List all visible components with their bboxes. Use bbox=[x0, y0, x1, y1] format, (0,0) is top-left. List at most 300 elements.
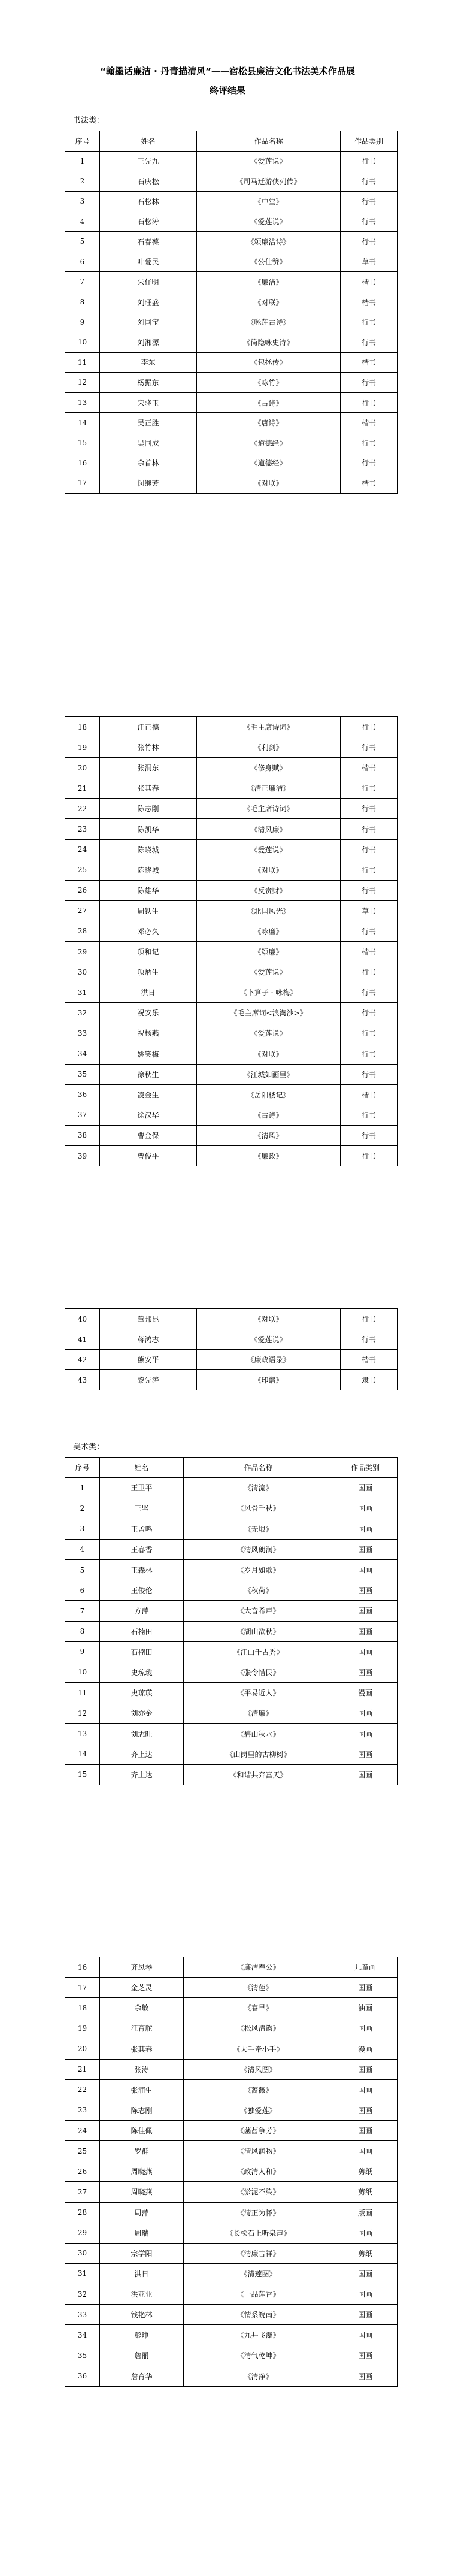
table-row bbox=[65, 191, 398, 211]
cell-work-title: 《印谱》 bbox=[197, 1370, 341, 1390]
art-table-part-1 bbox=[65, 1457, 398, 1785]
table-row bbox=[65, 2223, 398, 2243]
table-row bbox=[65, 1641, 398, 1662]
cell-name: 张洞东 bbox=[100, 758, 197, 778]
table-row bbox=[65, 1957, 398, 1978]
cell-name: 张涛 bbox=[100, 2059, 184, 2079]
cell-number: 35 bbox=[65, 2345, 100, 2366]
table-row bbox=[65, 1998, 398, 2018]
cell-number: 1 bbox=[65, 151, 100, 171]
cell-name: 石松涛 bbox=[100, 211, 197, 232]
cell-work-title: 《江山千古秀》 bbox=[184, 1641, 333, 1662]
cell-work-title: 《清风》 bbox=[197, 1125, 341, 1145]
cell-work-title: 《爱莲说》 bbox=[197, 1329, 341, 1350]
cell-number: 25 bbox=[65, 2141, 100, 2161]
table-row bbox=[65, 1023, 398, 1044]
cell-number: 11 bbox=[65, 1683, 100, 1703]
cell-number: 2 bbox=[65, 171, 100, 192]
cell-number: 3 bbox=[65, 191, 100, 211]
cell-work-title: 《爱莲说》 bbox=[197, 151, 341, 171]
cell-category: 隶书 bbox=[341, 1370, 398, 1390]
cell-number: 12 bbox=[65, 373, 100, 393]
cell-name: 蒋鸿志 bbox=[100, 1329, 197, 1350]
table-row bbox=[65, 231, 398, 252]
cell-work-title: 《清流》 bbox=[184, 1478, 333, 1498]
table-row bbox=[65, 453, 398, 473]
table-row bbox=[65, 717, 398, 737]
table-row bbox=[65, 1350, 398, 1370]
cell-name: 刘国宝 bbox=[100, 312, 197, 332]
cell-name: 李东 bbox=[100, 352, 197, 373]
cell-work-title: 《爱莲说》 bbox=[197, 962, 341, 982]
cell-work-title: 《山岗里的古柳树》 bbox=[184, 1744, 333, 1764]
cell-work-title: 《对联》 bbox=[197, 473, 341, 494]
table-row bbox=[65, 1044, 398, 1064]
cell-category: 国画 bbox=[333, 1641, 398, 1662]
table-row bbox=[65, 819, 398, 839]
cell-number: 39 bbox=[65, 1145, 100, 1166]
table-row bbox=[65, 2059, 398, 2079]
header-name: 姓名 bbox=[100, 1458, 184, 1478]
cell-number: 18 bbox=[65, 1998, 100, 2018]
cell-number: 13 bbox=[65, 392, 100, 413]
cell-name: 王卫平 bbox=[100, 1478, 184, 1498]
cell-name: 吴正胜 bbox=[100, 413, 197, 433]
cell-work-title: 《司马迁游侠列传》 bbox=[197, 171, 341, 192]
cell-work-title: 《对联》 bbox=[197, 1309, 341, 1329]
cell-category: 漫画 bbox=[333, 2039, 398, 2059]
table-row bbox=[65, 1498, 398, 1519]
cell-category: 楷书 bbox=[341, 942, 398, 962]
cell-number: 20 bbox=[65, 2039, 100, 2059]
header-name: 姓名 bbox=[100, 131, 197, 152]
cell-category: 行书 bbox=[341, 211, 398, 232]
cell-number: 24 bbox=[65, 839, 100, 860]
table-row bbox=[65, 1724, 398, 1744]
cell-category: 行书 bbox=[341, 151, 398, 171]
cell-name: 陈晓城 bbox=[100, 860, 197, 880]
cell-work-title: 《独爱莲》 bbox=[184, 2100, 333, 2120]
table-row bbox=[65, 292, 398, 312]
cell-name: 陈志刚 bbox=[100, 799, 197, 819]
table-row bbox=[65, 2141, 398, 2161]
cell-number: 10 bbox=[65, 332, 100, 352]
cell-work-title: 《大手牵小手》 bbox=[184, 2039, 333, 2059]
table-row bbox=[65, 171, 398, 192]
cell-category: 草书 bbox=[341, 900, 398, 921]
cell-name: 叶爱民 bbox=[100, 252, 197, 272]
cell-category: 国画 bbox=[333, 2325, 398, 2345]
calligraphy-section-label: 书法类： bbox=[73, 116, 105, 125]
cell-category: 楷书 bbox=[341, 272, 398, 292]
cell-work-title: 《颂廉洁诗》 bbox=[197, 231, 341, 252]
cell-name: 邓必久 bbox=[100, 921, 197, 941]
cell-work-title: 《爱莲说》 bbox=[197, 211, 341, 232]
table-row bbox=[65, 1662, 398, 1682]
cell-name: 周瑞 bbox=[100, 2223, 184, 2243]
table-row bbox=[65, 1621, 398, 1641]
cell-category: 国画 bbox=[333, 1978, 398, 1998]
header-category: 作品类别 bbox=[333, 1458, 398, 1478]
cell-work-title: 《风骨千秋》 bbox=[184, 1498, 333, 1519]
cell-number: 7 bbox=[65, 272, 100, 292]
cell-number: 4 bbox=[65, 211, 100, 232]
cell-work-title: 《简隐咏史诗》 bbox=[197, 332, 341, 352]
cell-work-title: 《廉政》 bbox=[197, 1145, 341, 1166]
cell-work-title: 《春早》 bbox=[184, 1998, 333, 2018]
cell-category: 国画 bbox=[333, 1539, 398, 1559]
cell-name: 姚笑梅 bbox=[100, 1044, 197, 1064]
cell-work-title: 《唐诗》 bbox=[197, 413, 341, 433]
cell-work-title: 《爱莲说》 bbox=[197, 1023, 341, 1044]
cell-category: 楷书 bbox=[341, 413, 398, 433]
cell-category: 行书 bbox=[341, 231, 398, 252]
cell-name: 石楠田 bbox=[100, 1641, 184, 1662]
cell-number: 21 bbox=[65, 778, 100, 799]
cell-name: 徐汉华 bbox=[100, 1105, 197, 1125]
table-row bbox=[65, 778, 398, 799]
table-row bbox=[65, 1580, 398, 1601]
cell-work-title: 《对联》 bbox=[197, 1044, 341, 1064]
cell-work-title: 《毛主席诗词》 bbox=[197, 717, 341, 737]
cell-name: 熊安平 bbox=[100, 1350, 197, 1370]
table-row bbox=[65, 2121, 398, 2141]
cell-number: 27 bbox=[65, 2182, 100, 2202]
cell-number: 31 bbox=[65, 2263, 100, 2284]
cell-category: 国画 bbox=[333, 2305, 398, 2325]
table-row bbox=[65, 737, 398, 758]
cell-name: 彭琤 bbox=[100, 2325, 184, 2345]
cell-work-title: 《淤泥不染》 bbox=[184, 2182, 333, 2202]
cell-name: 刘志旺 bbox=[100, 1724, 184, 1744]
cell-name: 王坚 bbox=[100, 1498, 184, 1519]
cell-name: 项炳生 bbox=[100, 962, 197, 982]
cell-work-title: 《廉政语录》 bbox=[197, 1350, 341, 1370]
cell-number: 31 bbox=[65, 982, 100, 1003]
cell-number: 11 bbox=[65, 352, 100, 373]
header-work-title: 作品名称 bbox=[197, 131, 341, 152]
table-row bbox=[65, 211, 398, 232]
cell-category: 剪纸 bbox=[333, 2182, 398, 2202]
art-section-label: 美术类： bbox=[73, 1443, 105, 1452]
cell-number: 40 bbox=[65, 1309, 100, 1329]
cell-name: 齐上达 bbox=[100, 1764, 184, 1785]
cell-name: 史琼珑 bbox=[100, 1662, 184, 1682]
cell-category: 行书 bbox=[341, 1105, 398, 1125]
cell-name: 齐上达 bbox=[100, 1744, 184, 1764]
cell-name: 王春香 bbox=[100, 1539, 184, 1559]
cell-number: 8 bbox=[65, 1621, 100, 1641]
cell-number: 3 bbox=[65, 1519, 100, 1539]
cell-name: 曹俊平 bbox=[100, 1145, 197, 1166]
cell-work-title: 《清风图》 bbox=[184, 2059, 333, 2079]
cell-category: 国画 bbox=[333, 1703, 398, 1724]
cell-work-title: 《岳阳楼记》 bbox=[197, 1084, 341, 1105]
cell-name: 祝杨燕 bbox=[100, 1023, 197, 1044]
cell-work-title: 《利剑》 bbox=[197, 737, 341, 758]
cell-category: 国画 bbox=[333, 1580, 398, 1601]
cell-work-title: 《清正为怀》 bbox=[184, 2202, 333, 2223]
cell-name: 王俊伦 bbox=[100, 1580, 184, 1601]
table-row bbox=[65, 2325, 398, 2345]
cell-work-title: 《道德经》 bbox=[197, 453, 341, 473]
cell-name: 张浦生 bbox=[100, 2079, 184, 2100]
cell-work-title: 《咏莲古诗》 bbox=[197, 312, 341, 332]
table-header-row bbox=[65, 1458, 398, 1478]
table-row bbox=[65, 1064, 398, 1084]
cell-category: 楷书 bbox=[341, 292, 398, 312]
table-row bbox=[65, 900, 398, 921]
cell-number: 9 bbox=[65, 312, 100, 332]
cell-category: 行书 bbox=[341, 778, 398, 799]
cell-number: 1 bbox=[65, 1478, 100, 1498]
cell-category: 行书 bbox=[341, 392, 398, 413]
cell-name: 周铁生 bbox=[100, 900, 197, 921]
table-row bbox=[65, 433, 398, 453]
cell-number: 34 bbox=[65, 1044, 100, 1064]
cell-work-title: 《清风廉》 bbox=[197, 819, 341, 839]
cell-name: 石春葆 bbox=[100, 231, 197, 252]
cell-work-title: 《清莲图》 bbox=[184, 2263, 333, 2284]
cell-category: 剪纸 bbox=[333, 2243, 398, 2263]
cell-category: 行书 bbox=[341, 171, 398, 192]
header-work-title: 作品名称 bbox=[184, 1458, 333, 1478]
cell-name: 石松林 bbox=[100, 191, 197, 211]
cell-number: 14 bbox=[65, 413, 100, 433]
cell-category: 草书 bbox=[341, 252, 398, 272]
cell-name: 朱仔明 bbox=[100, 272, 197, 292]
cell-work-title: 《清风朗润》 bbox=[184, 1539, 333, 1559]
cell-number: 5 bbox=[65, 1559, 100, 1580]
cell-category: 版画 bbox=[333, 2202, 398, 2223]
cell-work-title: 《江城如画里》 bbox=[197, 1064, 341, 1084]
art-table-part-2 bbox=[65, 1957, 398, 2387]
cell-category: 楷书 bbox=[341, 1350, 398, 1370]
cell-category: 国画 bbox=[333, 2121, 398, 2141]
cell-name: 余首林 bbox=[100, 453, 197, 473]
cell-number: 23 bbox=[65, 819, 100, 839]
cell-category: 行书 bbox=[341, 433, 398, 453]
cell-number: 29 bbox=[65, 2223, 100, 2243]
header-number: 序号 bbox=[65, 131, 100, 152]
cell-category: 行书 bbox=[341, 982, 398, 1003]
cell-work-title: 《北国风光》 bbox=[197, 900, 341, 921]
cell-work-title: 《松风清韵》 bbox=[184, 2018, 333, 2039]
cell-number: 15 bbox=[65, 433, 100, 453]
cell-name: 张其春 bbox=[100, 778, 197, 799]
cell-name: 钱艳林 bbox=[100, 2305, 184, 2325]
cell-name: 罗群 bbox=[100, 2141, 184, 2161]
cell-name: 洪亚业 bbox=[100, 2284, 184, 2305]
cell-category: 儿童画 bbox=[333, 1957, 398, 1978]
table-row bbox=[65, 473, 398, 494]
table-row bbox=[65, 2305, 398, 2325]
cell-category: 国画 bbox=[333, 2345, 398, 2366]
cell-category: 国画 bbox=[333, 1519, 398, 1539]
calligraphy-table-part-1 bbox=[65, 131, 398, 494]
table-row bbox=[65, 1370, 398, 1390]
cell-work-title: 《廉洁奉公》 bbox=[184, 1957, 333, 1978]
table-row bbox=[65, 1601, 398, 1621]
cell-number: 38 bbox=[65, 1125, 100, 1145]
cell-work-title: 《修身赋》 bbox=[197, 758, 341, 778]
cell-category: 行书 bbox=[341, 839, 398, 860]
cell-name: 史琼瑛 bbox=[100, 1683, 184, 1703]
cell-number: 13 bbox=[65, 1724, 100, 1744]
cell-category: 国画 bbox=[333, 1744, 398, 1764]
table-row bbox=[65, 2018, 398, 2039]
cell-name: 周萍 bbox=[100, 2202, 184, 2223]
cell-category: 国画 bbox=[333, 1601, 398, 1621]
cell-category: 行书 bbox=[341, 1329, 398, 1350]
table-row bbox=[65, 2202, 398, 2223]
cell-number: 37 bbox=[65, 1105, 100, 1125]
cell-category: 行书 bbox=[341, 799, 398, 819]
cell-work-title: 《平易近人》 bbox=[184, 1683, 333, 1703]
cell-name: 王森林 bbox=[100, 1559, 184, 1580]
cell-name: 齐凤琴 bbox=[100, 1957, 184, 1978]
cell-work-title: 《长松石上听泉声》 bbox=[184, 2223, 333, 2243]
cell-name: 石庆松 bbox=[100, 171, 197, 192]
cell-work-title: 《秋荷》 bbox=[184, 1580, 333, 1601]
table-row bbox=[65, 332, 398, 352]
table-row bbox=[65, 2366, 398, 2386]
cell-category: 国画 bbox=[333, 2079, 398, 2100]
cell-work-title: 《情系皖南》 bbox=[184, 2305, 333, 2325]
cell-number: 17 bbox=[65, 473, 100, 494]
cell-number: 7 bbox=[65, 1601, 100, 1621]
cell-name: 杨振东 bbox=[100, 373, 197, 393]
table-row bbox=[65, 839, 398, 860]
cell-work-title: 《湖山欲秋》 bbox=[184, 1621, 333, 1641]
table-row bbox=[65, 352, 398, 373]
table-row bbox=[65, 413, 398, 433]
cell-number: 19 bbox=[65, 737, 100, 758]
table-row bbox=[65, 2345, 398, 2366]
cell-number: 43 bbox=[65, 1370, 100, 1390]
cell-category: 行书 bbox=[341, 1309, 398, 1329]
cell-category: 行书 bbox=[341, 191, 398, 211]
cell-number: 33 bbox=[65, 2305, 100, 2325]
cell-number: 6 bbox=[65, 252, 100, 272]
table-row bbox=[65, 2079, 398, 2100]
cell-name: 陈晓城 bbox=[100, 839, 197, 860]
cell-name: 陈雄华 bbox=[100, 880, 197, 900]
table-row bbox=[65, 1539, 398, 1559]
cell-work-title: 《无垠》 bbox=[184, 1519, 333, 1539]
cell-name: 詹丽 bbox=[100, 2345, 184, 2366]
cell-number: 28 bbox=[65, 921, 100, 941]
cell-work-title: 《古诗》 bbox=[197, 392, 341, 413]
cell-work-title: 《道德经》 bbox=[197, 433, 341, 453]
cell-category: 行书 bbox=[341, 332, 398, 352]
cell-work-title: 《爱莲说》 bbox=[197, 839, 341, 860]
cell-work-title: 《毛主席诗词》 bbox=[197, 799, 341, 819]
table-row bbox=[65, 1145, 398, 1166]
table-row bbox=[65, 799, 398, 819]
table-row bbox=[65, 2263, 398, 2284]
cell-number: 12 bbox=[65, 1703, 100, 1724]
cell-work-title: 《咏廉》 bbox=[197, 921, 341, 941]
cell-category: 国画 bbox=[333, 1764, 398, 1785]
cell-category: 行书 bbox=[341, 1044, 398, 1064]
cell-work-title: 《咏竹》 bbox=[197, 373, 341, 393]
cell-number: 32 bbox=[65, 1003, 100, 1023]
table-row bbox=[65, 1519, 398, 1539]
cell-name: 项和记 bbox=[100, 942, 197, 962]
cell-name: 王孟鸣 bbox=[100, 1519, 184, 1539]
table-row bbox=[65, 2182, 398, 2202]
cell-name: 陈志刚 bbox=[100, 2100, 184, 2120]
table-row bbox=[65, 1978, 398, 1998]
cell-work-title: 《对联》 bbox=[197, 860, 341, 880]
cell-work-title: 《张令惜民》 bbox=[184, 1662, 333, 1682]
cell-category: 行书 bbox=[341, 962, 398, 982]
cell-name: 陈凯华 bbox=[100, 819, 197, 839]
cell-category: 行书 bbox=[341, 860, 398, 880]
header-category: 作品类别 bbox=[341, 131, 398, 152]
table-row bbox=[65, 982, 398, 1003]
cell-name: 石楠田 bbox=[100, 1621, 184, 1641]
cell-name: 詹育华 bbox=[100, 2366, 184, 2386]
cell-name: 宋骁玉 bbox=[100, 392, 197, 413]
cell-name: 闵继芳 bbox=[100, 473, 197, 494]
cell-name: 刘亦金 bbox=[100, 1703, 184, 1724]
cell-work-title: 《清莲》 bbox=[184, 1978, 333, 1998]
cell-category: 行书 bbox=[341, 312, 398, 332]
table-row bbox=[65, 392, 398, 413]
cell-name: 徐秋生 bbox=[100, 1064, 197, 1084]
cell-work-title: 《政清人和》 bbox=[184, 2161, 333, 2182]
cell-category: 行书 bbox=[341, 1145, 398, 1166]
cell-name: 张竹林 bbox=[100, 737, 197, 758]
cell-number: 10 bbox=[65, 1662, 100, 1682]
cell-work-title: 《碧山秋水》 bbox=[184, 1724, 333, 1744]
table-row bbox=[65, 860, 398, 880]
cell-number: 15 bbox=[65, 1764, 100, 1785]
cell-category: 国画 bbox=[333, 2366, 398, 2386]
cell-name: 凌金生 bbox=[100, 1084, 197, 1105]
cell-number: 33 bbox=[65, 1023, 100, 1044]
cell-work-title: 《清正廉洁》 bbox=[197, 778, 341, 799]
cell-number: 36 bbox=[65, 2366, 100, 2386]
table-row bbox=[65, 151, 398, 171]
cell-category: 行书 bbox=[341, 1064, 398, 1084]
table-row bbox=[65, 2039, 398, 2059]
table-row bbox=[65, 758, 398, 778]
cell-category: 国画 bbox=[333, 2263, 398, 2284]
cell-name: 吴国成 bbox=[100, 433, 197, 453]
table-row bbox=[65, 1084, 398, 1105]
table-row bbox=[65, 942, 398, 962]
cell-number: 35 bbox=[65, 1064, 100, 1084]
cell-name: 陈佳佩 bbox=[100, 2121, 184, 2141]
cell-number: 28 bbox=[65, 2202, 100, 2223]
cell-number: 34 bbox=[65, 2325, 100, 2345]
cell-number: 16 bbox=[65, 1957, 100, 1978]
cell-name: 曹金保 bbox=[100, 1125, 197, 1145]
cell-number: 22 bbox=[65, 799, 100, 819]
cell-number: 36 bbox=[65, 1084, 100, 1105]
table-row bbox=[65, 373, 398, 393]
table-row bbox=[65, 2100, 398, 2120]
cell-name: 周晓燕 bbox=[100, 2161, 184, 2182]
cell-category: 国画 bbox=[333, 1724, 398, 1744]
cell-number: 2 bbox=[65, 1498, 100, 1519]
cell-category: 国画 bbox=[333, 2100, 398, 2120]
table-row bbox=[65, 2161, 398, 2182]
cell-work-title: 《古诗》 bbox=[197, 1105, 341, 1125]
